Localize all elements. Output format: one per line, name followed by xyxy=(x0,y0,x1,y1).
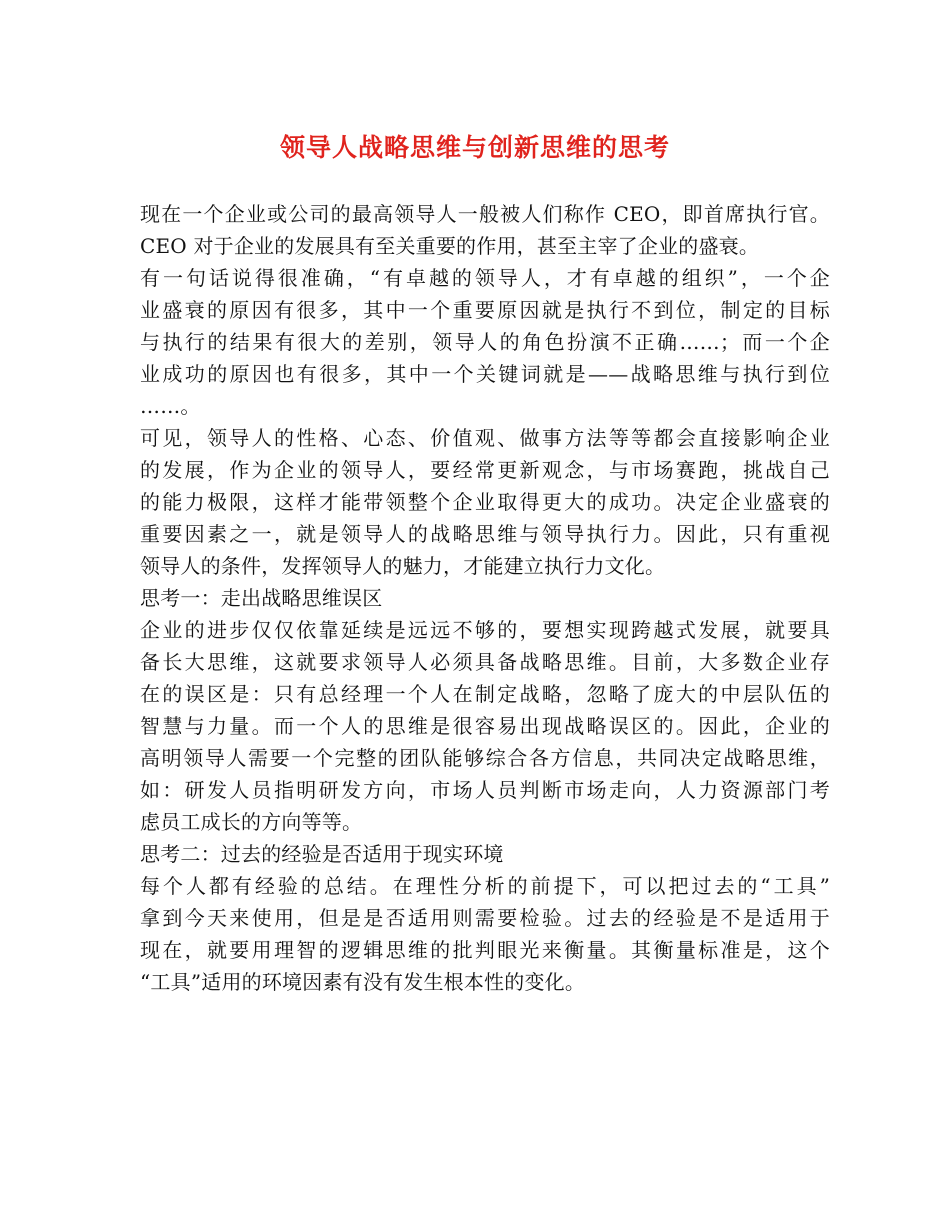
text-line: ……。 xyxy=(140,394,201,418)
text-line: 思考一：走出战略思维误区 xyxy=(140,586,383,610)
text-line: 重要因素之一，就是领导人的战略思维与领导执行力。因此，只有重视 xyxy=(140,522,830,546)
paragraph xyxy=(140,422,830,582)
text-line: 的能力极限，这样才能带领整个企业取得更大的成功。决定企业盛衰的 xyxy=(140,490,830,514)
document-title: 领导人战略思维与创新思维的思考 xyxy=(279,133,670,162)
text-line: 可见，领导人的性格、心态、价值观、做事方法等等都会直接影响企业 xyxy=(140,426,830,450)
paragraph xyxy=(140,198,830,262)
paragraph xyxy=(140,262,830,422)
text-line: 高明领导人需要一个完整的团队能够综合各方信息，共同决定战略思维， xyxy=(140,746,830,770)
document-body xyxy=(140,198,830,998)
text-line: 业盛衰的原因有很多，其中一个重要原因就是执行不到位，制定的目标 xyxy=(140,298,830,322)
paragraph xyxy=(140,614,830,838)
text-line: 虑员工成长的方向等等。 xyxy=(140,810,363,834)
text-line: 企业的进步仅仅依靠延续是远远不够的，要想实现跨越式发展，就要具 xyxy=(140,618,830,642)
section-heading xyxy=(140,838,830,870)
text-line: 拿到今天来使用，但是是否适用则需要检验。过去的经验是不是适用于 xyxy=(140,906,830,930)
text-line: 备长大思维，这就要求领导人必须具备战略思维。目前，大多数企业存 xyxy=(140,650,830,674)
text-line: 领导人的条件，发挥领导人的魅力，才能建立执行力文化。 xyxy=(140,554,666,578)
text-line: “工具”适用的环境因素有没有发生根本性的变化。 xyxy=(140,970,586,994)
text-line: 的发展，作为企业的领导人，要经常更新观念，与市场赛跑，挑战自己 xyxy=(140,458,830,482)
section-heading xyxy=(140,582,830,614)
text-line: 业成功的原因也有很多，其中一个关键词就是——战略思维与执行到位 xyxy=(140,362,830,386)
paragraph xyxy=(140,870,830,998)
text-line: 与执行的结果有很大的差别，领导人的角色扮演不正确……；而一个企 xyxy=(140,330,830,354)
text-line: 有一句话说得很准确，“有卓越的领导人，才有卓越的组织”，一个企 xyxy=(140,266,830,290)
text-line: 每个人都有经验的总结。在理性分析的前提下，可以把过去的“工具” xyxy=(140,874,830,898)
text-line: 现在一个企业或公司的最高领导人一般被人们称作 CEO，即首席执行官。 xyxy=(140,202,830,226)
text-line: 在的误区是：只有总经理一个人在制定战略，忽略了庞大的中层队伍的 xyxy=(140,682,830,706)
text-line: 现在，就要用理智的逻辑思维的批判眼光来衡量。其衡量标准是，这个 xyxy=(140,938,830,962)
text-line: 智慧与力量。而一个人的思维是很容易出现战略误区的。因此，企业的 xyxy=(140,714,830,738)
text-line: CEO 对于企业的发展具有至关重要的作用，甚至主宰了企业的盛衰。 xyxy=(140,234,760,258)
text-line: 如：研发人员指明研发方向，市场人员判断市场走向，人力资源部门考 xyxy=(140,778,830,802)
text-line: 思考二：过去的经验是否适用于现实环境 xyxy=(140,842,504,866)
